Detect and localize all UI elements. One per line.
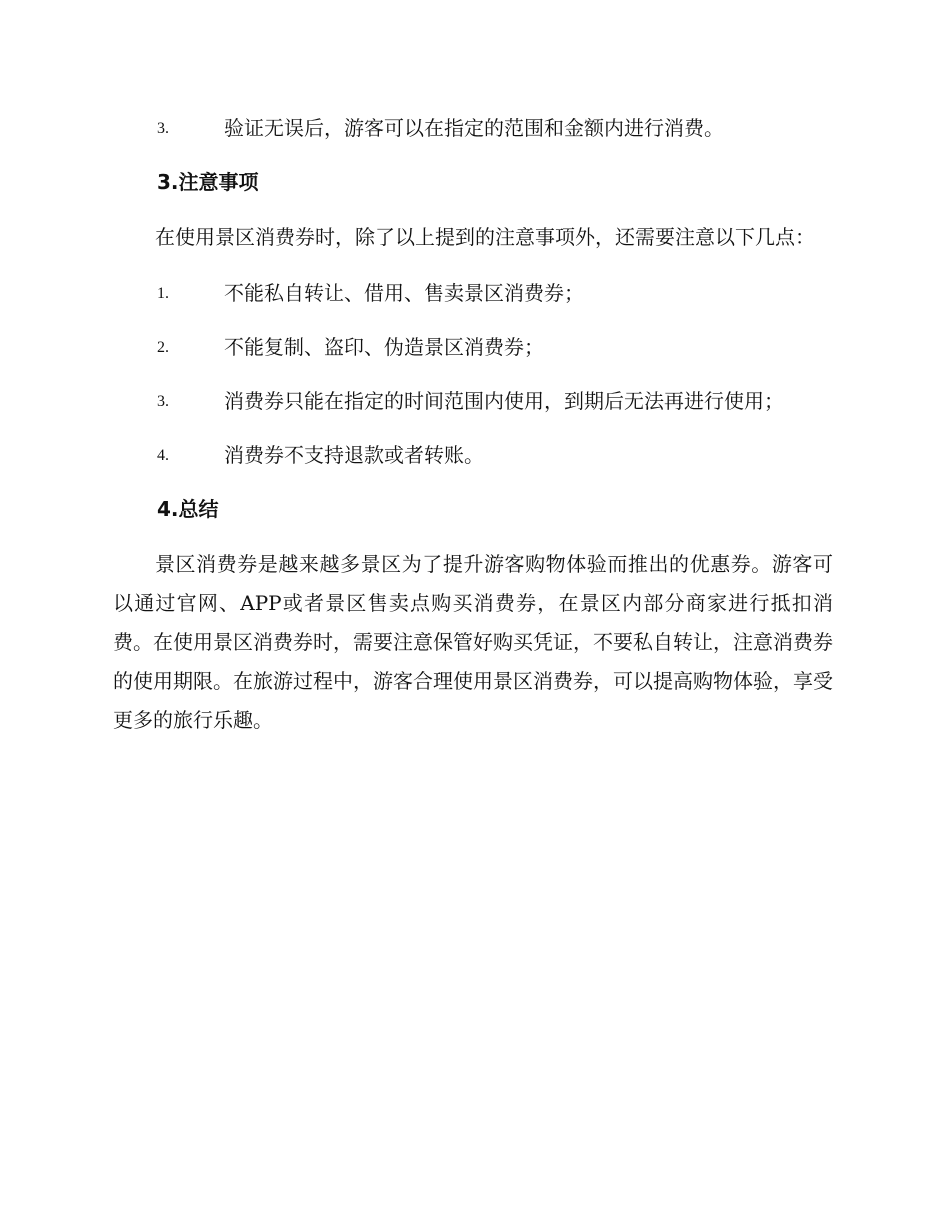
- list-number: 3.: [157, 393, 169, 410]
- list-item: [113, 329, 833, 365]
- section-notes-intro: 在使用景区消费券时，除了以上提到的注意事项外，还需要注意以下几点：: [155, 225, 815, 249]
- list-number: 1.: [157, 285, 169, 302]
- list-text: 不能私自转让、借用、售卖景区消费券；: [224, 281, 584, 305]
- list-item: [113, 383, 833, 419]
- list-text: 不能复制、盗印、伪造景区消费券；: [224, 335, 544, 359]
- list-item: [113, 275, 833, 311]
- list-number: 3.: [157, 120, 169, 137]
- section-summary-body: 景区消费券是越来越多景区为了提升游客购物体验而推出的优惠券。游客可以通过官网、APP或者景区售卖点购买消费券，在景区内部分商家进行抵扣消费。在使用景区消费券时，需要注意保管好购买凭证，不要私自转让，注意消费券的使用期限。在旅游过程中，游客合理使用景区消费券，可以提高购物体验，享受更多的旅行乐趣。: [113, 552, 833, 732]
- list-text: 验证无误后，游客可以在指定的范围和金额内进行消费。: [224, 116, 724, 140]
- list-text: 消费券不支持退款或者转账。: [224, 443, 484, 467]
- list-text: 消费券只能在指定的时间范围内使用，到期后无法再进行使用；: [224, 389, 784, 413]
- section-heading-notes: 3.注意事项: [157, 170, 259, 194]
- document-content: [113, 110, 833, 758]
- list-number: 4.: [157, 447, 169, 464]
- list-number: 2.: [157, 339, 169, 356]
- section-heading-summary: 4.总结: [157, 497, 219, 521]
- list-item: [113, 437, 833, 473]
- list-item: [113, 110, 833, 146]
